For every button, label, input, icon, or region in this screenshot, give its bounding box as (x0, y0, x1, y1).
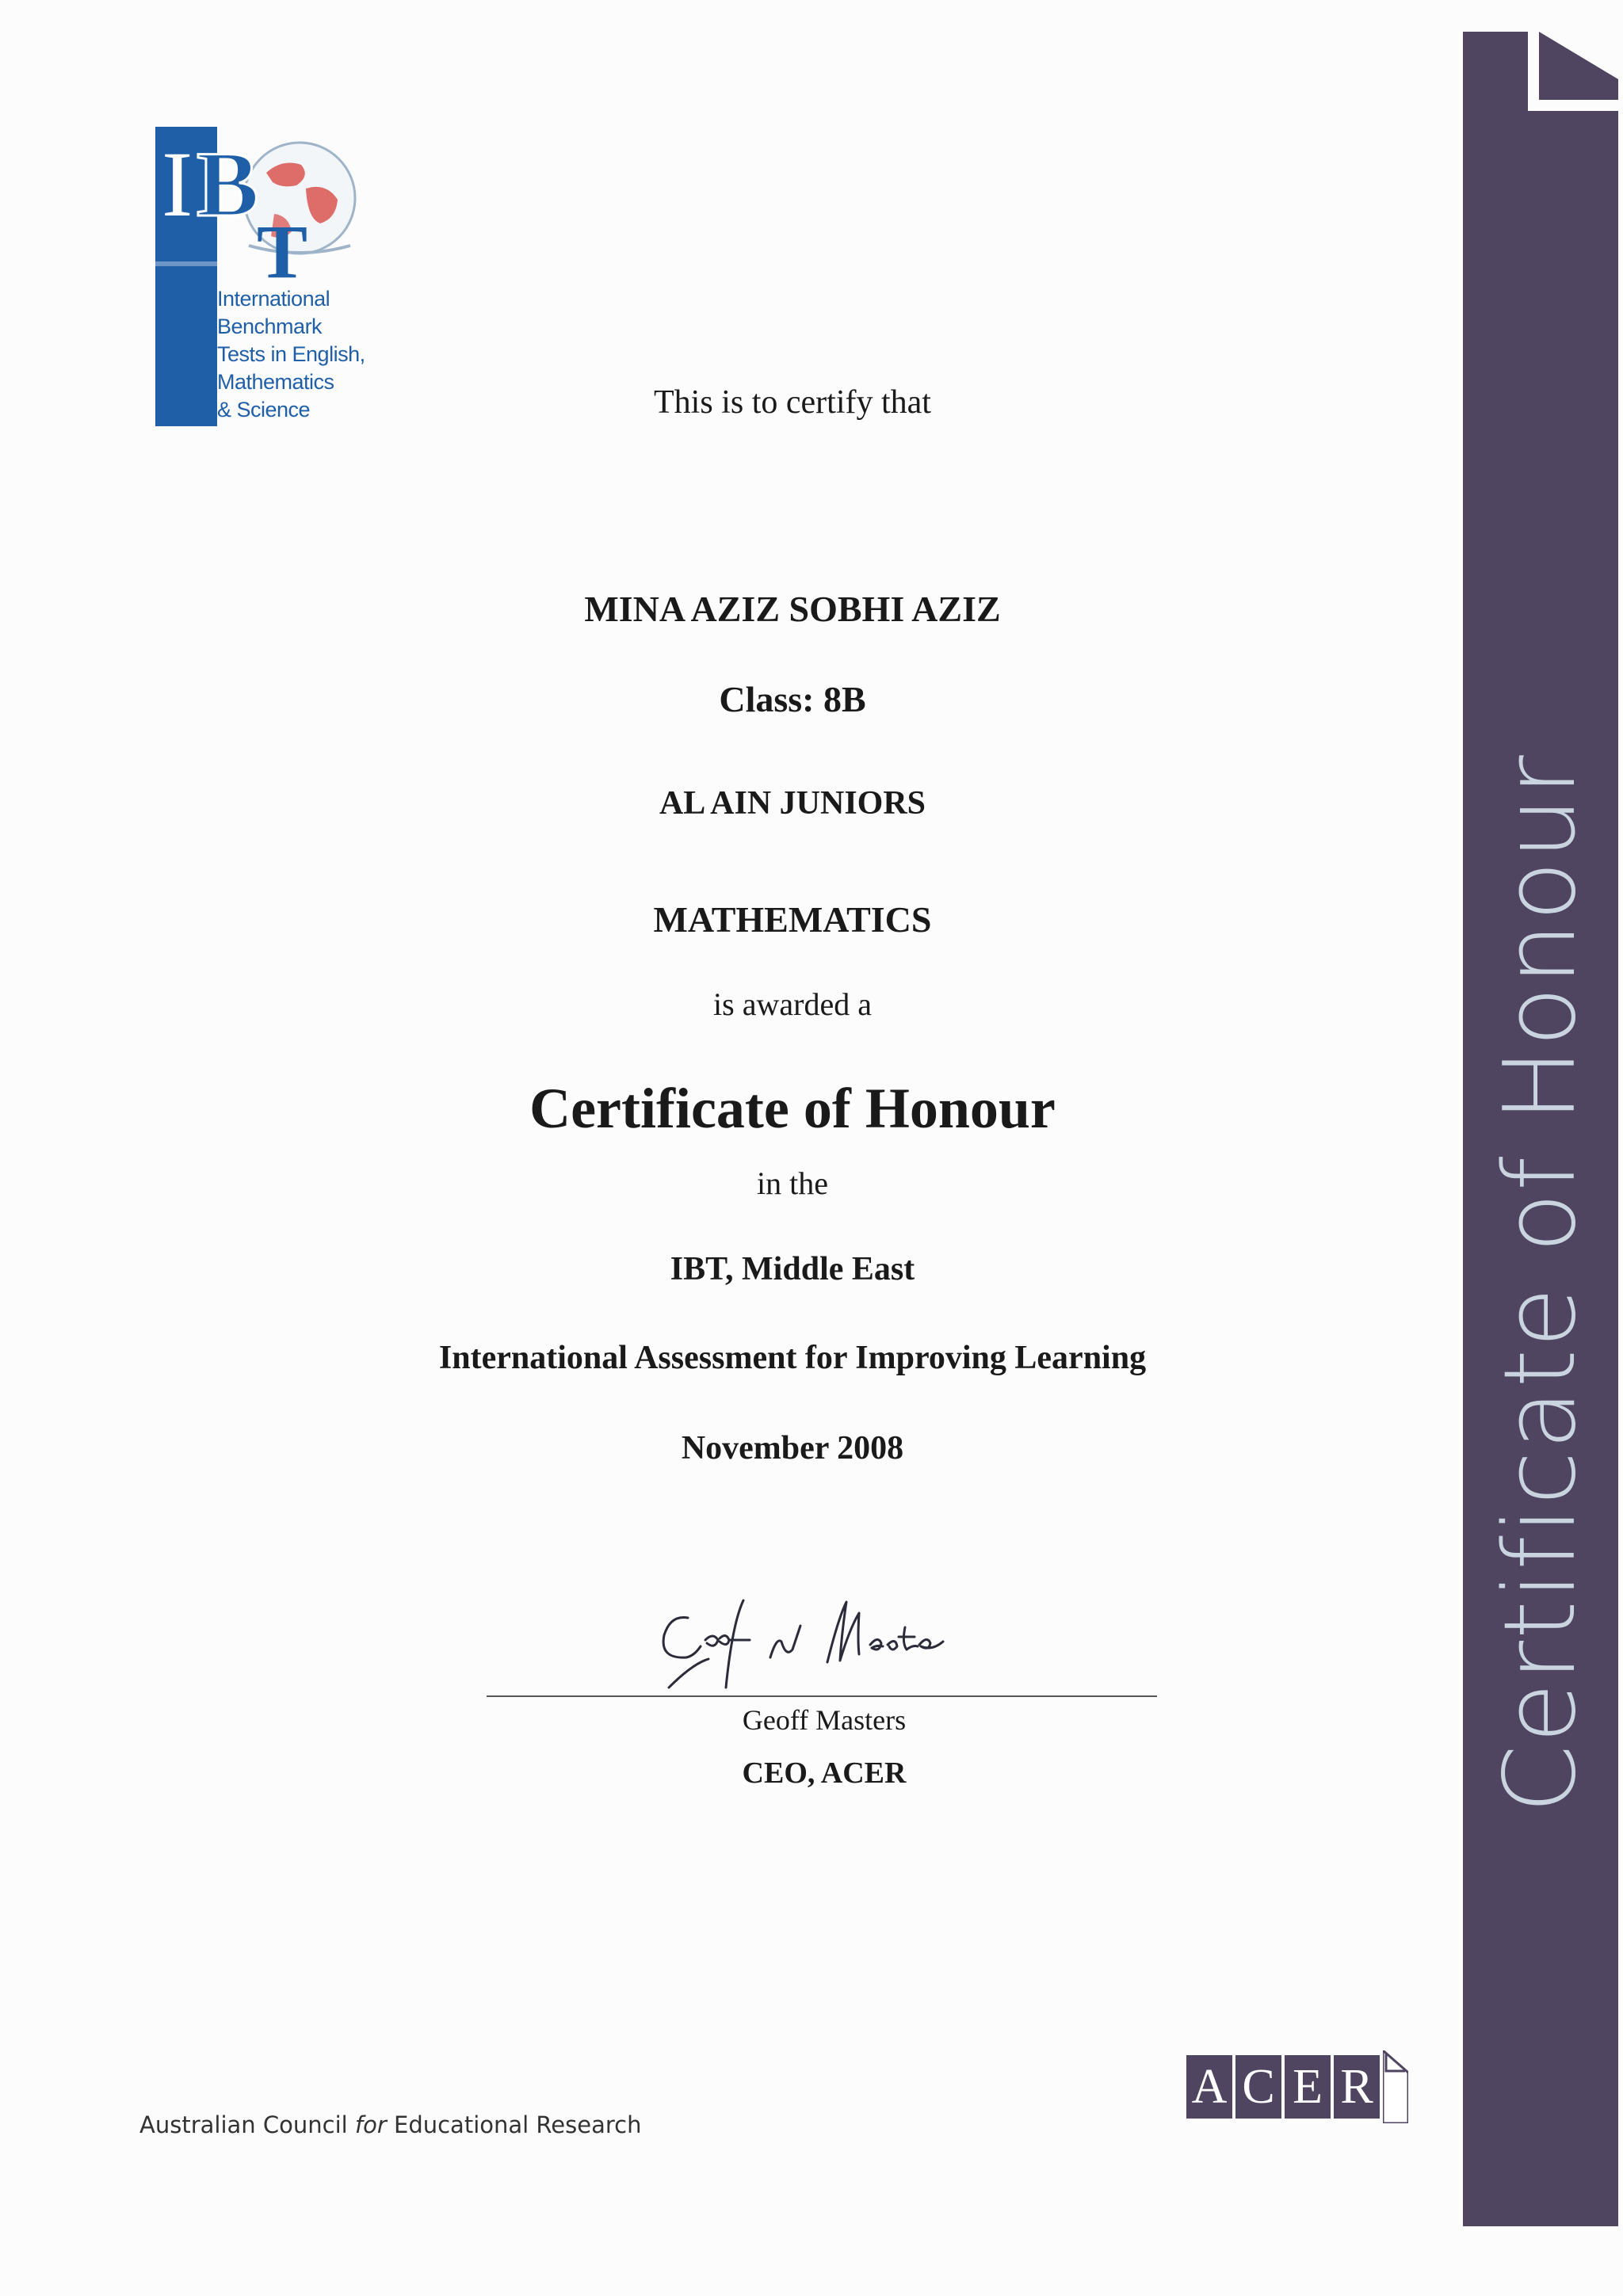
student-name: MINA AZIZ SOBHI AZIZ (584, 589, 1001, 629)
class-line: Class: 8B (719, 679, 866, 719)
acer-name-part-1: Australian Council (139, 2111, 355, 2138)
acer-corner-icon (1383, 2050, 1408, 2123)
acer-letter-r: R (1334, 2055, 1380, 2119)
program-name: IBT, Middle East (670, 1251, 915, 1287)
ibt-line-1: International (217, 287, 330, 311)
corner-fold-icon (1463, 32, 1618, 127)
signer-name: Geoff Masters (742, 1704, 907, 1736)
in-the-line: in the (757, 1165, 828, 1201)
ibt-letter-t: T (257, 209, 308, 294)
certify-intro: This is to certify that (654, 384, 931, 421)
acer-name-part-2: Educational Research (386, 2111, 642, 2138)
signature (640, 1569, 981, 1703)
ibt-letter-i: I (162, 132, 193, 236)
ibt-line-4: Mathematics (217, 370, 334, 394)
school-name: AL AIN JUNIORS (659, 785, 926, 822)
award-title: Certificate of Honour (529, 1077, 1056, 1140)
side-band (1463, 32, 1618, 2226)
ibt-line-2: Benchmark (217, 315, 323, 338)
ibt-line-3: Tests in English, (217, 342, 365, 366)
acer-name-italic: for (354, 2111, 387, 2138)
signer-title: CEO, ACER (742, 1756, 907, 1790)
awarded-line: is awarded a (713, 986, 872, 1022)
acer-letter-c: C (1235, 2055, 1281, 2119)
acer-full-name (139, 2111, 641, 2138)
award-date: November 2008 (681, 1430, 904, 1466)
band-title: Certificate of Honour (1484, 753, 1598, 1814)
signature-line (487, 1695, 1157, 1697)
ibt-letter-b: B (197, 132, 259, 236)
acer-letter-a: A (1186, 2055, 1232, 2119)
ibt-line-5: & Science (217, 398, 311, 421)
subject: MATHEMATICS (653, 899, 932, 940)
assessment-name: International Assessment for Improving Learning (438, 1340, 1147, 1376)
acer-logo (1186, 2050, 1408, 2126)
acer-letter-e: E (1285, 2055, 1331, 2119)
